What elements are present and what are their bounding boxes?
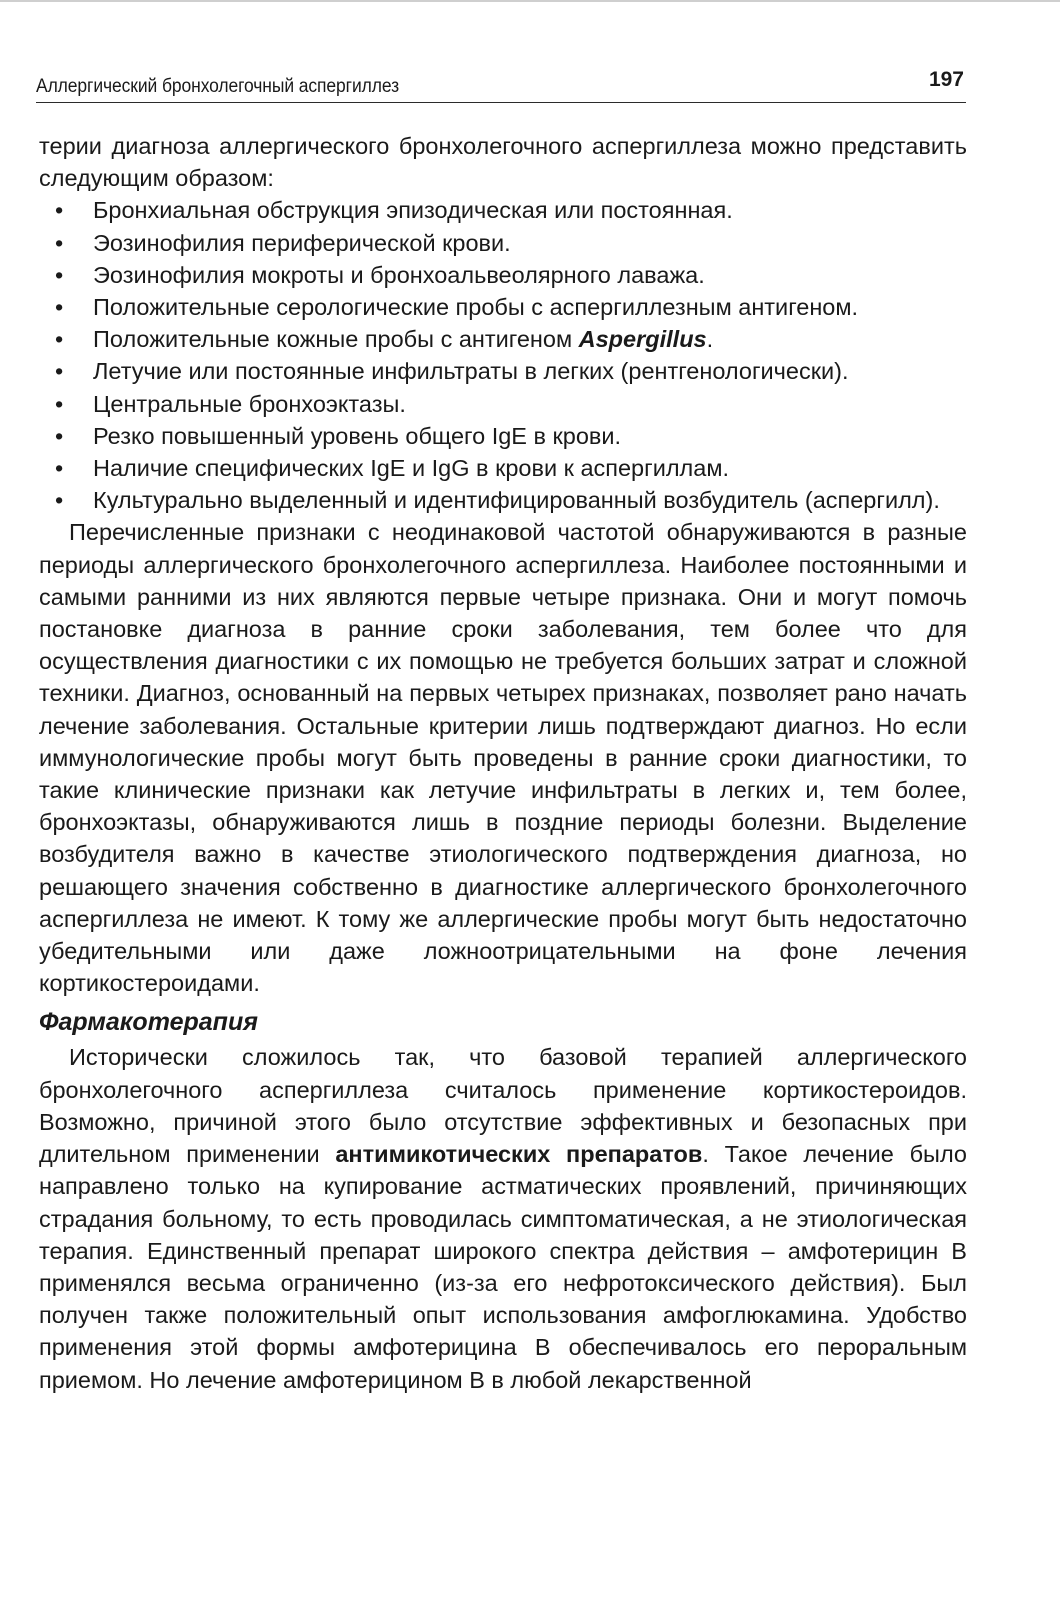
bullet-icon: • [55,487,64,514]
page-body [39,130,967,1396]
list-item [39,420,967,452]
list-item-text: Положительные кожные пробы с антигеном [93,326,579,353]
intro-paragraph: терии диагноза аллергического бронхолегочного аспергиллеза можно представить следующим образом: [39,133,967,192]
bullet-icon: • [55,422,64,449]
list-item-text: Эозинофилия мокроты и бронхоальвеолярного лаважа. [93,261,705,288]
list-item-text: Положительные серологические пробы с аспергиллезным антигеном. [93,294,859,321]
list-item [39,259,967,291]
top-edge-rule [0,0,1060,2]
bullet-icon: • [55,197,64,224]
list-item-text: Резко повышенный уровень общего IgE в крови. [93,422,622,449]
running-header [36,68,966,103]
bullet-icon: • [55,358,64,385]
running-header-title: Аллергический бронхолегочный аспергиллез [36,76,400,97]
list-item-text-end: . [706,326,714,353]
list-item-text: Эозинофилия периферической крови. [93,229,511,256]
diagnostic-criteria-list [39,194,967,516]
list-item [39,452,967,484]
list-item [39,388,967,420]
list-item-text: Наличие специфических IgE и IgG в крови к аспергиллам. [93,455,730,482]
bullet-icon: • [55,294,64,321]
page-number: 197 [928,68,964,91]
body-paragraph-1: Перечисленные признаки с неодинаковой частотой обнаруживаются в разные периоды аллергического бронхолегочного аспергиллеза. Наиболее постоянными и самыми ранними из них являются первые четыре признака. Они и могут помочь постановке диагноза в ранние сроки заболевания, тем более что для осуществления диагностики с их помощью не требуется больших затрат и сложной техники. Диагноз, основанный на первых четырех признаках, позволяет рано начать лечение заболевания. Остальные критерии лишь подтверждают диагноз. Но если иммунологические пробы могут быть проведены в ранние сроки диагностики, то такие клинические признаки как летучие инфильтраты в легких и, тем более, бронхоэктазы, обнаруживаются лишь в поздние периоды болезни. Выделение возбудителя важно в качестве этиологического подтверждения диагноза, но решающего значения собственно в диагностике аллергического бронхолегочного аспергиллеза не имеют. К тому же аллергические пробы могут быть недостаточно убедительными или даже ложноотрицательными на фоне лечения кортикостероидами. [39,519,967,997]
list-item [39,227,967,259]
paragraph-2-start: Исторически сложилось так, что базовой терапией аллергического бронхолегочного аспергиллеза считалось применение кортикостероидов. Возможно, причиной этого было отсутствие эффективных и безопасных при длительном применении [39,1044,967,1168]
aspergillus-term: Aspergillus [578,326,707,353]
list-item-text: Центральные бронхоэктазы. [93,390,406,417]
bullet-icon: • [55,261,64,288]
bullet-icon: • [55,390,64,417]
bullet-icon: • [55,229,64,256]
paragraph-2-rest: . Такое лечение было направлено только на купирование астматических проявлений, причиняющих страдания больному, то есть проводилась симптоматическая, а не этиологическая терапия. Единственный препарат широкого спектра действия – амфотерицин B применялся весьма ограниченно (из-за его нефротоксического действия). Был получен также положительный опыт использования амфоглюкамина. Удобство применения этой формы амфотерицина B обеспечивалось его пероральным приемом. Но лечение амфотерицином B в любой лекарственной [39,1141,967,1393]
body-paragraph-2 [39,1041,967,1395]
section-heading: Фармакотерапия [39,1008,258,1037]
antimycotic-drugs-term: антимикотических препаратов [335,1141,703,1168]
list-item [39,194,967,226]
list-item [39,355,967,387]
list-item [39,484,967,516]
list-item [39,323,967,355]
list-item-text: Культурально выделенный и идентифицированный возбудитель (аспергилл). [93,487,940,514]
list-item [39,291,967,323]
list-item-text: Бронхиальная обструкция эпизодическая или постоянная. [93,197,733,224]
bullet-icon: • [55,326,64,353]
list-item-text: Летучие или постоянные инфильтраты в легких (рентгенологически). [93,358,849,385]
bullet-icon: • [55,455,64,482]
